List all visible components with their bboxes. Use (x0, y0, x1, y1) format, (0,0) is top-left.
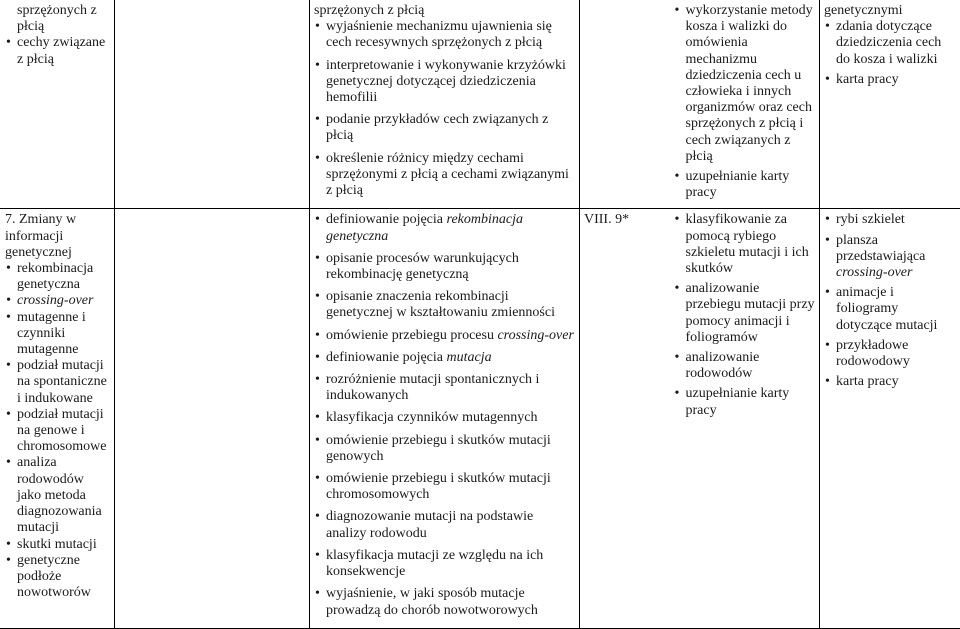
objectives-cell (310, 0, 580, 209)
item-term: crossing-over (836, 265, 912, 280)
list-item (824, 338, 957, 370)
list-item: • interpretowanie i wykonywanie krzyżówki genetycznej dotyczącej dziedziczenia hemofilii (314, 58, 575, 107)
methods-cell (670, 209, 820, 628)
table-row (0, 0, 960, 209)
list-item (314, 289, 575, 321)
item-text: animacje i foliogramy dotyczące mutacji (836, 285, 937, 332)
list-item (314, 548, 575, 580)
list-item (314, 471, 575, 503)
item-term: rekombinacja genetyczna (326, 212, 523, 243)
list-item: • uzupełnianie karty pracy (674, 386, 816, 418)
section-title: 7. Zmiany w informacji genetycznej (5, 212, 110, 261)
list-item (314, 509, 575, 541)
methods-list (674, 3, 816, 201)
list-item: • analiza rodowodów jako metoda diagnozowania mutacji (5, 455, 110, 536)
spacer-cell (115, 0, 310, 209)
list-item: • wykorzystanie metody kosza i walizki do omówienia mechanizmu dziedziczenia cech u człowieka i innych organizmów oraz cech sprzężonych z płcią i cech związanych z płcią (674, 3, 816, 165)
item-text: omówienie przebiegu i skutków mutacji genowych (326, 433, 551, 464)
item-text: omówienie przebiegu procesu (326, 328, 497, 343)
item-text: przykładowe rodowodowy (836, 338, 910, 369)
continued-text: genetycznymi (824, 3, 957, 19)
item-text: klasyfikacja czynników mutagennych (326, 410, 537, 425)
list-item (314, 212, 575, 244)
list-item (824, 285, 957, 334)
item-text: definiowanie pojęcia (326, 212, 447, 227)
continued-text: sprzężonych z płcią (5, 3, 110, 35)
objectives-list (314, 212, 575, 618)
list-item (314, 372, 575, 404)
methods-cell (670, 0, 820, 209)
list-item (314, 251, 575, 283)
objectives-cell (310, 209, 580, 628)
item-term: mutacja (447, 350, 492, 365)
table-row (0, 209, 960, 628)
list-item: • rekombinacja genetyczna (5, 261, 110, 293)
item-text: rozróżnienie mutacji spontanicznych i indukowanych (326, 372, 539, 403)
list-item: • wyjaśnienie mechanizmu ujawnienia się cech recesywnych sprzężonych z płcią (314, 19, 575, 51)
content-list (5, 261, 110, 601)
list-item: • uzupełnianie karty pracy (674, 169, 816, 201)
resources-cell (820, 0, 960, 209)
item-text: klasyfikacja mutacji ze względu na ich konsekwencje (326, 548, 543, 579)
resources-list (824, 212, 957, 390)
list-item: • podział mutacji na spontaniczne i indukowane (5, 358, 110, 407)
list-item: • analizowanie rodowodów (674, 350, 816, 382)
standard-cell (580, 0, 670, 209)
list-item: • określenie różnicy między cechami sprzężonymi z płcią a cechami związanymi z płcią (314, 151, 575, 200)
list-item: • genetyczne podłoże nowotworów (5, 553, 110, 602)
list-item: • cechy związane z płcią (5, 35, 110, 67)
list-item: • zdania dotyczące dziedziczenia cech do kosza i walizki (824, 19, 957, 68)
standard-code: VIII. 9* (584, 212, 629, 227)
list-item: • podział mutacji na genowe i chromosomowe (5, 407, 110, 456)
methods-list (674, 212, 816, 418)
standard-cell (580, 209, 670, 628)
list-item: • crossing-over (5, 293, 110, 309)
content-list (5, 35, 110, 67)
list-item (314, 410, 575, 426)
list-item (314, 328, 575, 344)
list-item (314, 586, 575, 618)
item-text: diagnozowanie mutacji na podstawie analizy rodowodu (326, 509, 533, 540)
spacer-cell (115, 209, 310, 628)
item-term: crossing-over (497, 328, 573, 343)
list-item: • mutagenne i czynniki mutagenne (5, 310, 110, 359)
list-item: • analizowanie przebiegu mutacji przy pomocy animacji i foliogramów (674, 281, 816, 346)
list-item (824, 374, 957, 390)
objectives-list (314, 19, 575, 199)
list-item (824, 212, 957, 228)
item-text: omówienie przebiegu i skutków mutacji chromosomowych (326, 471, 551, 502)
list-item: • podanie przykładów cech związanych z płcią (314, 112, 575, 144)
item-text: plansza przedstawiająca (836, 233, 925, 264)
item-text: rybi szkielet (836, 212, 905, 227)
resources-cell (820, 209, 960, 628)
item-text: opisanie znaczenia rekombinacji genetycznej w kształtowaniu zmienności (326, 289, 555, 320)
list-item: • klasyfikowanie za pomocą rybiego szkieletu mutacji i ich skutków (674, 212, 816, 277)
topic-cell (0, 209, 115, 628)
list-item (314, 350, 575, 366)
resources-list (824, 19, 957, 88)
list-item (314, 433, 575, 465)
list-item: • karta pracy (824, 72, 957, 88)
item-text: karta pracy (836, 374, 899, 389)
item-text: opisanie procesów warunkujących rekombinację genetyczną (326, 251, 519, 282)
list-item (824, 233, 957, 282)
topic-cell (0, 0, 115, 209)
item-text: wyjaśnienie, w jaki sposób mutacje prowadzą do chorób nowotworowych (326, 586, 538, 617)
list-item: • skutki mutacji (5, 537, 110, 553)
continued-text: sprzężonych z płcią (314, 3, 575, 19)
item-text: definiowanie pojęcia (326, 350, 447, 365)
